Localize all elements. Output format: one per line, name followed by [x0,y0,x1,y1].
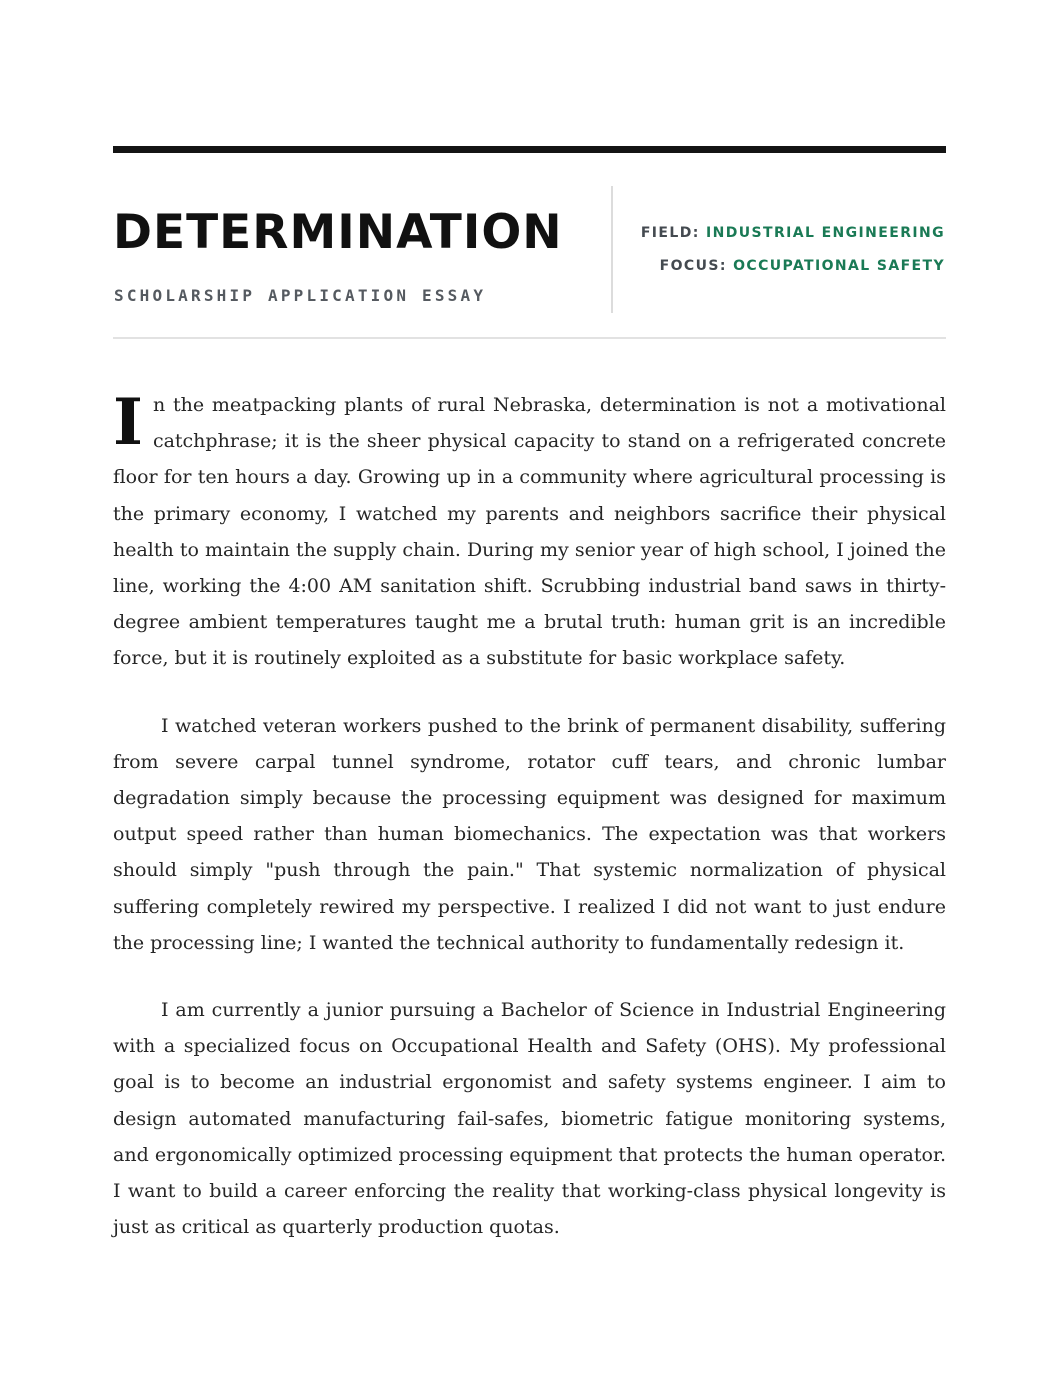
essay-paragraph-3: I am currently a junior pursuing a Bachelor of Science in Industrial Engineering with a specialized focus on Occupational Health and Safety (OHS). My professional goal is to become an industrial ergonomist and safety systems engineer. I aim to design automated manufacturing fail-safes, biometric fatigue monitoring systems, and ergonomically optimized processing equipment that protects the human operator. I want to build a career enforcing the reality that working-class physical longevity is just as critical as quarterly production quotas. [113,999,946,1239]
essay-subtitle: SCHOLARSHIP APPLICATION ESSAY [114,286,487,305]
header-divider [611,186,613,313]
essay-page [113,146,946,1276]
drop-cap: I [113,385,143,460]
essay-paragraph-1 [113,387,946,677]
essay-body [113,387,946,1245]
essay-header [113,153,946,339]
field-meta [641,224,945,242]
essay-paragraph-2: I watched veteran workers pushed to the brink of permanent disability, suffering from severe carpal tunnel syndrome, rotator cuff tears, and chronic lumbar degradation simply because the processing equipment was designed for maximum output speed rather than human biomechanics. The expectation was that workers should simply "push through the pain." That systemic normalization of physical suffering completely rewired my perspective. I realized I did not want to just endure the processing line; I wanted the technical authority to fundamentally redesign it. [113,714,946,954]
essay-title: DETERMINATION [113,205,563,260]
top-rule [113,146,946,153]
field-label: FIELD: [640,225,706,241]
field-value: INDUSTRIAL ENGINEERING [706,225,945,241]
paragraph-1-text: n the meatpacking plants of rural Nebraska, determination is not a motivational catchphrase; it is the sheer physical capacity to stand on a refrigerated concrete floor for ten hours a day. Growing up in a community where agricultural processing is the primary economy, I watched my parents and neighbors sacrifice their physical health to maintain the supply chain. During my senior year of high school, I joined the line, working the 4:00 AM sanitation shift. Scrubbing industrial band saws in thirty-degree ambient temperatures taught me a brutal truth: human grit is an incredible force, but it is routinely exploited as a substitute for basic workplace safety. [113,394,946,670]
focus-value: OCCUPATIONAL SAFETY [733,258,945,274]
focus-meta [660,257,945,275]
focus-label: FOCUS: [659,258,734,274]
